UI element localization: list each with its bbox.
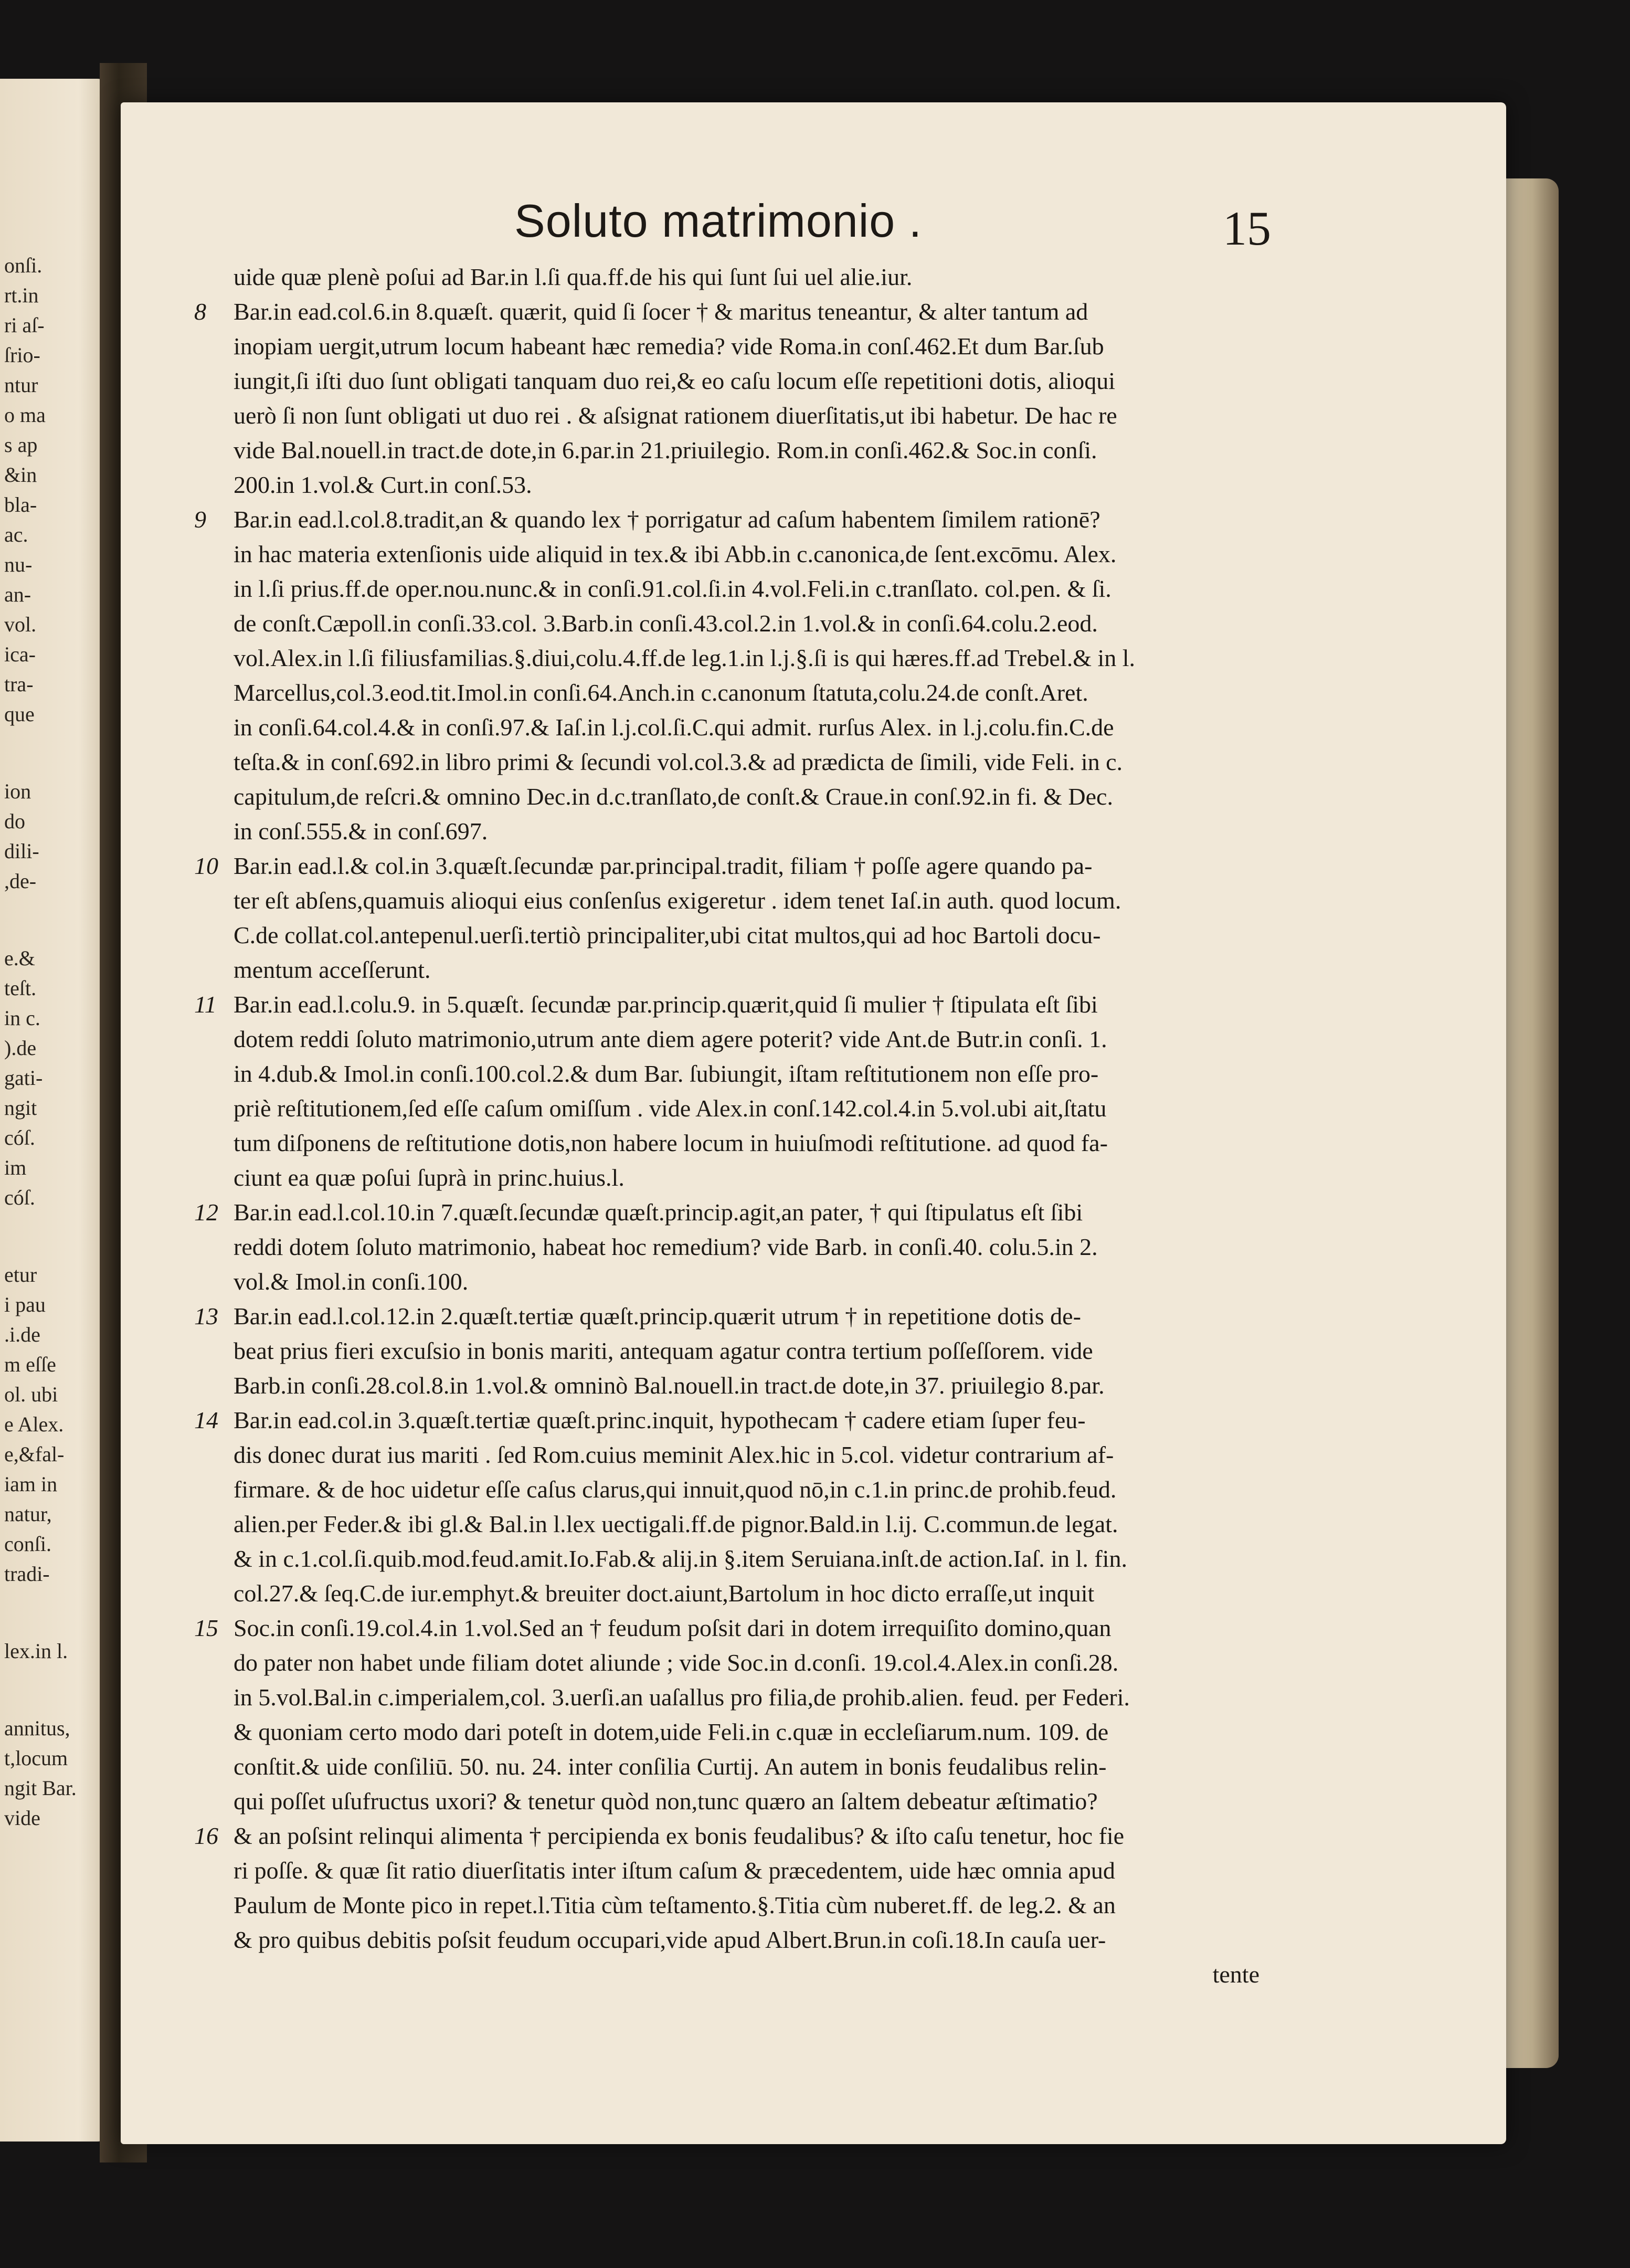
text-line (205, 953, 1275, 987)
text-line (205, 1888, 1275, 1923)
line-text: conſtit.& uide conſiliū. 50. nu. 24. inter conſilia Curtij. An autem in bonis feudalibus relin- (234, 1753, 1107, 1780)
line-text: & quoniam certo modo dari poteſt in dotem,uide Feli.in c.quæ in eccleſiarum.num. 109. de (234, 1718, 1109, 1745)
text-line (205, 814, 1275, 849)
paragraph-number: 11 (194, 991, 217, 1018)
left-margin-fragment: teſt. (4, 976, 37, 1000)
left-margin-fragment: e,&fal- (4, 1442, 65, 1466)
line-text: priè reſtitutionem,ſed eſſe caſum omiſſum . vide Alex.in conſ.142.col.4.in 5.vol.ubi ait,ſtatu (234, 1095, 1107, 1122)
left-margin-fragment: cóſ. (4, 1126, 35, 1149)
line-text: in 5.vol.Bal.in c.imperialem,col. 3.uerſi.an uaſallus pro filia,de prohib.alien. feud. per Federi. (234, 1684, 1130, 1711)
facing-page-left (0, 79, 113, 2142)
paragraph-number: 14 (194, 1407, 218, 1433)
line-text: Barb.in conſi.28.col.8.in 1.vol.& omninò Bal.nouell.in tract.de dote,in 37. priuilegio 8.par. (234, 1372, 1105, 1399)
left-margin-fragment: e Alex. (4, 1412, 64, 1436)
text-line (205, 779, 1275, 814)
line-text: capitulum,de reſcri.& omnino Dec.in d.c.tranſlato,de conſt.& Craue.in conſ.92.in fi. & Dec. (234, 783, 1113, 810)
text-line (205, 1161, 1275, 1195)
paragraph-number: 15 (194, 1615, 218, 1641)
left-margin-fragment: etur (4, 1263, 37, 1286)
left-margin-fragment: i pau (4, 1293, 46, 1316)
paragraph-number: 10 (194, 852, 218, 879)
catchword: tente (1212, 1961, 1259, 1988)
left-margin-fragment: que (4, 702, 35, 726)
line-text: col.27.& ſeq.C.de iur.emphyt.& breuiter doct.aiunt,Bartolum in hoc dicto erraſſe,ut inquit (234, 1580, 1095, 1607)
left-margin-fragment: do (4, 809, 25, 833)
text-line (205, 1645, 1275, 1680)
line-text: in hac materia extenſionis uide aliquid in tex.& ibi Abb.in c.canonica,de ſent.excōmu. Alex. (234, 541, 1117, 567)
text-line (194, 987, 1275, 1022)
line-text: alien.per Feder.& ibi gl.& Bal.in l.lex uectigali.ff.de pignor.Bald.in l.ij. C.commun.de legat. (234, 1511, 1118, 1537)
text-line (194, 1611, 1275, 1645)
text-line (205, 1784, 1275, 1819)
left-margin-fragment: ngit (4, 1096, 37, 1120)
left-margin-fragment: ntur (4, 373, 38, 397)
text-line (205, 329, 1275, 364)
text-block (194, 260, 1275, 1992)
text-line (205, 1091, 1275, 1126)
left-margin-fragment: vide (4, 1806, 40, 1830)
text-line (205, 1715, 1275, 1749)
paragraph-number: 13 (194, 1303, 218, 1330)
line-text: uide quæ plenè poſui ad Bar.in l.ſi qua.ff.de his qui ſunt ſui uel alie.iur. (234, 263, 913, 290)
line-text: Marcellus,col.3.eod.tit.Imol.in conſi.64.Anch.in c.canonum ſtatuta,colu.24.de conſt.Aret. (234, 679, 1088, 706)
text-line (194, 849, 1275, 883)
text-line (205, 364, 1275, 398)
text-line (205, 1542, 1275, 1576)
text-line (205, 1923, 1275, 1957)
text-line (194, 1195, 1275, 1230)
text-line (205, 1126, 1275, 1161)
line-text: mentum acceſſerunt. (234, 956, 431, 983)
text-line (205, 918, 1275, 953)
left-margin-text (4, 252, 109, 1834)
text-line (194, 1299, 1275, 1334)
text-line (205, 1438, 1275, 1472)
line-text: in conſi.64.col.4.& in conſi.97.& Iaſ.in l.j.col.ſi.C.qui admit. rurſus Alex. in l.j.colu.fin.C.de (234, 714, 1114, 741)
line-text: Bar.in ead.col.6.in 8.quæſt. quærit, quid ſi ſocer † & maritus teneantur, & alter tantum ad (234, 298, 1088, 325)
line-text: & in c.1.col.ſi.quib.mod.feud.amit.Io.Fab.& alij.in §.item Seruiana.inſt.de action.Iaſ. in l. fin. (234, 1545, 1127, 1572)
text-line (205, 1334, 1275, 1368)
line-text: 200.in 1.vol.& Curt.in conſ.53. (234, 471, 532, 498)
text-line (194, 1819, 1275, 1853)
line-text: firmare. & de hoc uidetur eſſe caſus clarus,qui innuit,quod nō,in c.1.in princ.de prohib.feud. (234, 1476, 1117, 1503)
left-margin-fragment: vol. (4, 613, 37, 636)
text-line (205, 1680, 1275, 1715)
left-margin-fragment: bla- (4, 493, 37, 516)
paragraph-number: 12 (194, 1199, 218, 1226)
text-line (194, 1403, 1275, 1438)
left-margin-fragment: o ma (4, 403, 46, 427)
text-line (205, 1057, 1275, 1091)
left-margin-fragment: m eſſe (4, 1353, 56, 1376)
line-text: ter eſt abſens,quamuis alioqui eius conſenſus exigeretur . idem tenet Iaſ.in auth. quod locum. (234, 887, 1121, 914)
line-text: Bar.in ead.l.col.10.in 7.quæſt.ſecundæ quæſt.princip.agit,an pater, † qui ſtipulatus eſt ſibi (234, 1199, 1083, 1226)
text-line (205, 260, 1275, 294)
left-margin-fragment: annitus, (4, 1716, 70, 1740)
line-text: & an poſsint relinqui alimenta † percipienda ex bonis feudalibus? & iſto caſu tenetur, hoc fie (234, 1822, 1125, 1849)
line-text: qui poſſet uſufructus uxori? & tenetur quòd non,tunc quæro an ſaltem debeatur æſtimatio? (234, 1788, 1098, 1815)
left-margin-fragment: dili- (4, 839, 39, 863)
paragraph-number: 9 (194, 506, 206, 533)
left-margin-fragment: e.& (4, 946, 35, 970)
line-text: dis donec durat ius mariti . ſed Rom.cuius meminit Alex.hic in 5.col. videtur contrarium af- (234, 1441, 1114, 1468)
left-margin-fragment: in c. (4, 1006, 40, 1030)
left-margin-fragment: nu- (4, 553, 33, 576)
left-margin-fragment: natur, (4, 1502, 52, 1526)
left-margin-fragment: lex.in l. (4, 1639, 68, 1663)
line-text: ciunt ea quæ poſui ſuprà in princ.huius.l. (234, 1164, 625, 1191)
paragraph-number: 16 (194, 1822, 218, 1849)
left-margin-fragment: onſi. (4, 254, 43, 277)
left-margin-fragment: an- (4, 583, 31, 606)
left-margin-fragment: ſrio- (4, 343, 40, 367)
left-margin-fragment: &in (4, 463, 37, 487)
left-margin-fragment: ngit Bar. (4, 1776, 77, 1800)
left-margin-fragment: ).de (4, 1036, 37, 1060)
line-text: & pro quibus debitis poſsit feudum occupari,vide apud Albert.Brun.in coſi.18.In cauſa uer- (234, 1926, 1106, 1953)
line-text: inopiam uergit,utrum locum habeant hæc remedia? vide Roma.in conſ.462.Et dum Bar.ſub (234, 333, 1104, 360)
left-margin-fragment: .i.de (4, 1323, 40, 1346)
line-text: de conſt.Cæpoll.in conſi.33.col. 3.Barb.in conſi.43.col.2.in 1.vol.& in conſi.64.colu.2.eod. (234, 610, 1098, 637)
line-text: vide Bal.nouell.in tract.de dote,in 6.par.in 21.priuilegio. Rom.in conſi.462.& Soc.in conſi. (234, 437, 1097, 463)
line-text: vol.Alex.in l.ſi filiusfamilias.§.diui,colu.4.ff.de leg.1.in l.j.§.ſi is qui hæres.ff.ad Trebel.& in l. (234, 645, 1136, 671)
text-line (205, 398, 1275, 433)
line-text: teſta.& in conſ.692.in libro primi & ſecundi vol.col.3.& ad prædicta de ſimili, vide Feli. in c. (234, 748, 1123, 775)
left-margin-fragment: im (4, 1156, 27, 1179)
left-margin-fragment: ol. ubi (4, 1383, 58, 1406)
line-text: uerò ſi non ſunt obligati ut duo rei . & aſsignat rationem diuerſitatis,ut ibi habetur. De hac re (234, 402, 1117, 429)
page-edge-stack (1501, 178, 1559, 2068)
text-line (205, 433, 1275, 468)
text-line (205, 1368, 1275, 1403)
line-text: ri poſſe. & quæ ſit ratio diuerſitatis inter iſtum caſum & præcedentem, uide hæc omnia apud (234, 1857, 1115, 1884)
line-text: vol.& Imol.in conſi.100. (234, 1268, 469, 1295)
line-text: Soc.in conſi.19.col.4.in 1.vol.Sed an † feudum poſsit dari in dotem irrequiſito domino,quan (234, 1615, 1112, 1641)
left-margin-fragment: s ap (4, 433, 38, 457)
folio-number: 15 (1223, 202, 1271, 255)
text-line (194, 502, 1275, 537)
text-line (205, 1022, 1275, 1057)
line-text: in 4.dub.& Imol.in conſi.100.col.2.& dum Bar. ſubiungit, iſtam reſtitutionem non eſſe pro- (234, 1060, 1099, 1087)
text-line (205, 572, 1275, 606)
text-line (205, 468, 1275, 502)
text-line (205, 1576, 1275, 1611)
left-margin-fragment: cóſ. (4, 1186, 35, 1209)
left-margin-fragment: conſi. (4, 1532, 51, 1556)
line-text: beat prius fieri excuſsio in bonis mariti, antequam agatur contra tertium poſſeſſorem. vide (234, 1337, 1093, 1364)
left-margin-fragment: ,de- (4, 869, 37, 893)
text-line (205, 710, 1275, 745)
text-line (205, 1749, 1275, 1784)
paragraph-number: 8 (194, 298, 206, 325)
left-margin-fragment: t,locum (4, 1746, 68, 1770)
line-text: Bar.in ead.l.col.8.tradit,an & quando lex † porrigatur ad caſum habentem ſimilem rationē? (234, 506, 1100, 533)
left-margin-fragment: tra- (4, 672, 34, 696)
line-text: do pater non habet unde filiam dotet aliunde ; vide Soc.in d.conſi. 19.col.4.Alex.in conſi.28. (234, 1649, 1119, 1676)
line-text: Paulum de Monte pico in repet.l.Titia cùm teſtamento.§.Titia cùm nuberet.ff. de leg.2. & an (234, 1892, 1116, 1918)
line-text: Bar.in ead.col.in 3.quæſt.tertiæ quæſt.princ.inquit, hypothecam † cadere etiam ſuper feu- (234, 1407, 1086, 1433)
text-line (205, 676, 1275, 710)
left-margin-fragment: ri aſ- (4, 313, 45, 337)
line-text: Bar.in ead.l.& col.in 3.quæſt.ſecundæ par.principal.tradit, filiam † poſſe agere quando pa- (234, 852, 1093, 879)
text-line (205, 745, 1275, 779)
line-text: tum diſponens de reſtitutione dotis,non habere locum in huiuſmodi reſtitutione. ad quod fa- (234, 1130, 1108, 1156)
left-margin-fragment: iam in (4, 1472, 58, 1496)
left-margin-fragment: rt.in (4, 283, 39, 307)
line-text: in conſ.555.& in conſ.697. (234, 818, 488, 845)
left-margin-fragment: ica- (4, 642, 36, 666)
text-line (194, 294, 1275, 329)
left-margin-fragment: gati- (4, 1066, 43, 1090)
line-text: dotem reddi ſoluto matrimonio,utrum ante diem agere poterit? vide Ant.de Butr.in conſi. 1. (234, 1026, 1107, 1052)
line-text: Bar.in ead.l.col.12.in 2.quæſt.tertiæ quæſt.princip.quærit utrum † in repetitione dotis de- (234, 1303, 1081, 1330)
text-line (205, 606, 1275, 641)
left-margin-fragment: ac. (4, 523, 28, 546)
text-line (205, 1264, 1275, 1299)
text-line (205, 537, 1275, 572)
line-text: Bar.in ead.l.colu.9. in 5.quæſt. ſecundæ par.princip.quærit,quid ſi mulier † ſtipulata eſt ſibi (234, 991, 1098, 1018)
text-line (205, 641, 1275, 676)
line-text: reddi dotem ſoluto matrimonio, habeat hoc remedium? vide Barb. in conſi.40. colu.5.in 2. (234, 1233, 1098, 1260)
text-line (205, 1853, 1275, 1888)
text-line (205, 1230, 1275, 1264)
line-text: in l.ſi prius.ff.de oper.nou.nunc.& in conſi.91.col.ſi.in 4.vol.Feli.in c.tranſlato. col.pen. & ſi. (234, 575, 1112, 602)
left-margin-fragment: tradi- (4, 1562, 50, 1586)
running-head: Soluto matrimonio . (514, 195, 923, 247)
line-text: iungit,ſi iſti duo ſunt obligati tanquam duo rei,& eo caſu locum eſſe repetitioni dotis, alioqui (234, 367, 1115, 394)
text-line (205, 1507, 1275, 1542)
left-margin-fragment: ion (4, 779, 31, 803)
text-line (205, 883, 1275, 918)
line-text: C.de collat.col.antepenul.uerſi.tertiò principaliter,ubi citat multos,qui ad hoc Bartoli docu- (234, 922, 1101, 948)
text-line (205, 1472, 1275, 1507)
